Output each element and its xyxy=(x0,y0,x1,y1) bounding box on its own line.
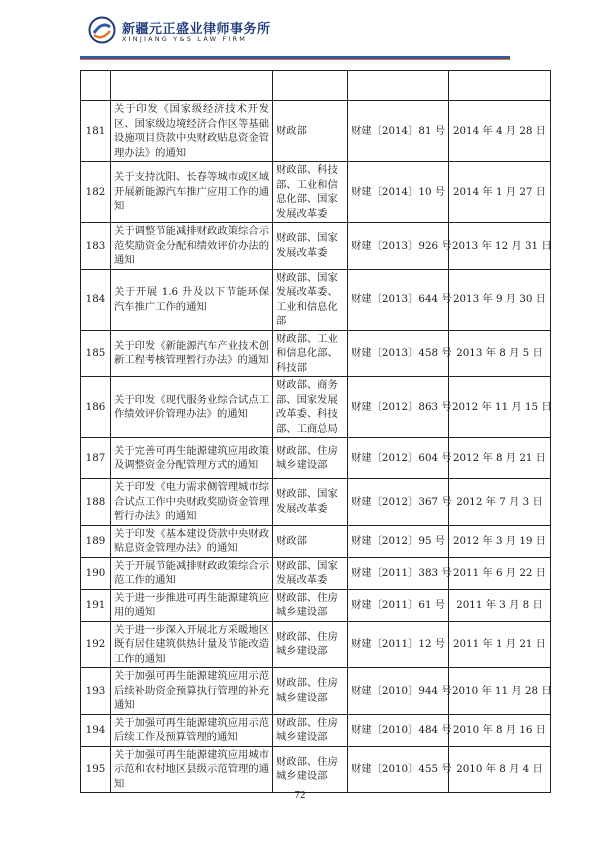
row-department xyxy=(273,71,348,101)
row-title: 关于完善可再生能源建筑应用政策及调整资金分配管理方式的通知 xyxy=(111,438,273,479)
row-number: 181 xyxy=(81,101,111,162)
row-document-code: 财建〔2011〕12 号 xyxy=(348,621,449,668)
row-title: 关于印发《国家级经济技术开发区、国家级边境经济合作区等基础设施项目贷款中央财政贴息资金管理办法》的通知 xyxy=(111,101,273,162)
page-number: 72 xyxy=(294,789,306,801)
row-document-code: 财建〔2011〕61 号 xyxy=(348,589,449,621)
row-document-code: 财建〔2010〕484 号 xyxy=(348,714,449,746)
table-row xyxy=(81,479,551,526)
row-date xyxy=(449,71,551,101)
table-row xyxy=(81,589,551,621)
table-row xyxy=(81,377,551,438)
table-row xyxy=(81,330,551,377)
row-title: 关于进一步推进可再生能源建筑应用的通知 xyxy=(111,589,273,621)
row-department: 财政部、国家发展改革委 xyxy=(273,557,348,589)
table-row xyxy=(81,101,551,162)
row-department: 财政部 xyxy=(273,525,348,557)
row-department: 财政部、住房城乡建设部 xyxy=(273,589,348,621)
row-date: 2014 年 1 月 27 日 xyxy=(449,162,551,223)
row-date: 2010 年 11 月 28 日 xyxy=(449,668,551,715)
firm-logo-icon xyxy=(88,16,116,44)
row-department: 财政部 xyxy=(273,101,348,162)
row-title: 关于开展节能减排财政政策综合示范工作的通知 xyxy=(111,557,273,589)
row-title: 关于加强可再生能源建筑应用示范后续工作及预算管理的通知 xyxy=(111,714,273,746)
row-document-code: 财建〔2013〕644 号 xyxy=(348,269,449,330)
row-number: 183 xyxy=(81,223,111,270)
row-date: 2011 年 1 月 21 日 xyxy=(449,621,551,668)
row-title: 关于印发《现代服务业综合试点工作绩效评价管理办法》的通知 xyxy=(111,377,273,438)
row-department: 财政部、工业和信息化部、科技部 xyxy=(273,330,348,377)
row-department: 财政部、商务部、国家发展改革委、科技部、工商总局 xyxy=(273,377,348,438)
row-date: 2013 年 8 月 5 日 xyxy=(449,330,551,377)
row-title xyxy=(111,71,273,101)
row-document-code: 财建〔2011〕383 号 xyxy=(348,557,449,589)
row-department: 财政部、国家发展改革委 xyxy=(273,223,348,270)
row-document-code: 财建〔2013〕926 号 xyxy=(348,223,449,270)
firm-name-cn: 新疆元正盛业律师事务所 xyxy=(122,22,271,37)
row-date: 2012 年 11 月 15 日 xyxy=(449,377,551,438)
row-date: 2013 年 12 月 31 日 xyxy=(449,223,551,270)
table-row xyxy=(81,269,551,330)
row-document-code: 财建〔2014〕81 号 xyxy=(348,101,449,162)
row-number: 185 xyxy=(81,330,111,377)
row-title: 关于支持沈阳、长春等城市或区域开展新能源汽车推广应用工作的通知 xyxy=(111,162,273,223)
row-document-code: 财建〔2010〕455 号 xyxy=(348,746,449,793)
row-document-code: 财建〔2013〕458 号 xyxy=(348,330,449,377)
row-title: 关于印发《电力需求侧管理城市综合试点工作中央财政奖励资金管理暂行办法》的通知 xyxy=(111,479,273,526)
table-row xyxy=(81,162,551,223)
row-department: 财政部、住房城乡建设部 xyxy=(273,714,348,746)
letterhead xyxy=(88,14,388,50)
firm-name-en: XINJIANG Y&S LAW FIRM xyxy=(122,35,248,43)
row-date: 2012 年 7 月 3 日 xyxy=(449,479,551,526)
row-department: 财政部、科技部、工业和信息化部、国家发展改革委 xyxy=(273,162,348,223)
row-document-code: 财建〔2012〕604 号 xyxy=(348,438,449,479)
row-document-code: 财建〔2014〕10 号 xyxy=(348,162,449,223)
row-department: 财政部、住房城乡建设部 xyxy=(273,438,348,479)
table-row xyxy=(81,71,551,101)
row-number: 184 xyxy=(81,269,111,330)
row-department: 财政部、住房城乡建设部 xyxy=(273,668,348,715)
table-row xyxy=(81,746,551,793)
row-department: 财政部、国家发展改革委 xyxy=(273,479,348,526)
row-title: 关于印发《基本建设贷款中央财政贴息资金管理办法》的通知 xyxy=(111,525,273,557)
row-document-code xyxy=(348,71,449,101)
row-title: 关于加强可再生能源建筑应用城市示范和农村地区县级示范管理的通知 xyxy=(111,746,273,793)
row-date: 2013 年 9 月 30 日 xyxy=(449,269,551,330)
row-title: 关于加强可再生能源建筑应用示范后续补助资金预算执行管理的补充通知 xyxy=(111,668,273,715)
table-row xyxy=(81,668,551,715)
header-rule-orange xyxy=(80,59,510,60)
table-row xyxy=(81,438,551,479)
policy-table-body xyxy=(81,71,551,793)
row-number: 189 xyxy=(81,525,111,557)
row-date: 2012 年 3 月 19 日 xyxy=(449,525,551,557)
row-title: 关于印发《新能源汽车产业技术创新工程考核管理暂行办法》的通知 xyxy=(111,330,273,377)
row-date: 2011 年 6 月 22 日 xyxy=(449,557,551,589)
row-title: 关于调整节能减排财政政策综合示范奖励资金分配和绩效评价办法的通知 xyxy=(111,223,273,270)
row-department: 财政部、住房城乡建设部 xyxy=(273,621,348,668)
table-row xyxy=(81,223,551,270)
table-row xyxy=(81,714,551,746)
row-title: 关于进一步深入开展北方采暖地区既有居住建筑供热计量及节能改造工作的通知 xyxy=(111,621,273,668)
row-date: 2014 年 4 月 28 日 xyxy=(449,101,551,162)
table-row xyxy=(81,525,551,557)
policy-table xyxy=(80,70,551,793)
row-number: 191 xyxy=(81,589,111,621)
row-number: 190 xyxy=(81,557,111,589)
row-date: 2010 年 8 月 16 日 xyxy=(449,714,551,746)
row-document-code: 财建〔2010〕944 号 xyxy=(348,668,449,715)
row-date: 2011 年 3 月 8 日 xyxy=(449,589,551,621)
row-document-code: 财建〔2012〕863 号 xyxy=(348,377,449,438)
row-number: 192 xyxy=(81,621,111,668)
table-row xyxy=(81,621,551,668)
row-number: 182 xyxy=(81,162,111,223)
row-title: 关于开展 1.6 升及以下节能环保汽车推广工作的通知 xyxy=(111,269,273,330)
row-document-code: 财建〔2012〕95 号 xyxy=(348,525,449,557)
row-number: 194 xyxy=(81,714,111,746)
row-number: 186 xyxy=(81,377,111,438)
row-date: 2012 年 8 月 21 日 xyxy=(449,438,551,479)
row-number: 195 xyxy=(81,746,111,793)
row-department: 财政部、国家发展改革委、工业和信息化部 xyxy=(273,269,348,330)
row-department: 财政部、住房城乡建设部 xyxy=(273,746,348,793)
row-date: 2010 年 8 月 4 日 xyxy=(449,746,551,793)
row-number xyxy=(81,71,111,101)
row-number: 193 xyxy=(81,668,111,715)
row-number: 188 xyxy=(81,479,111,526)
row-document-code: 财建〔2012〕367 号 xyxy=(348,479,449,526)
row-number: 187 xyxy=(81,438,111,479)
table-row xyxy=(81,557,551,589)
